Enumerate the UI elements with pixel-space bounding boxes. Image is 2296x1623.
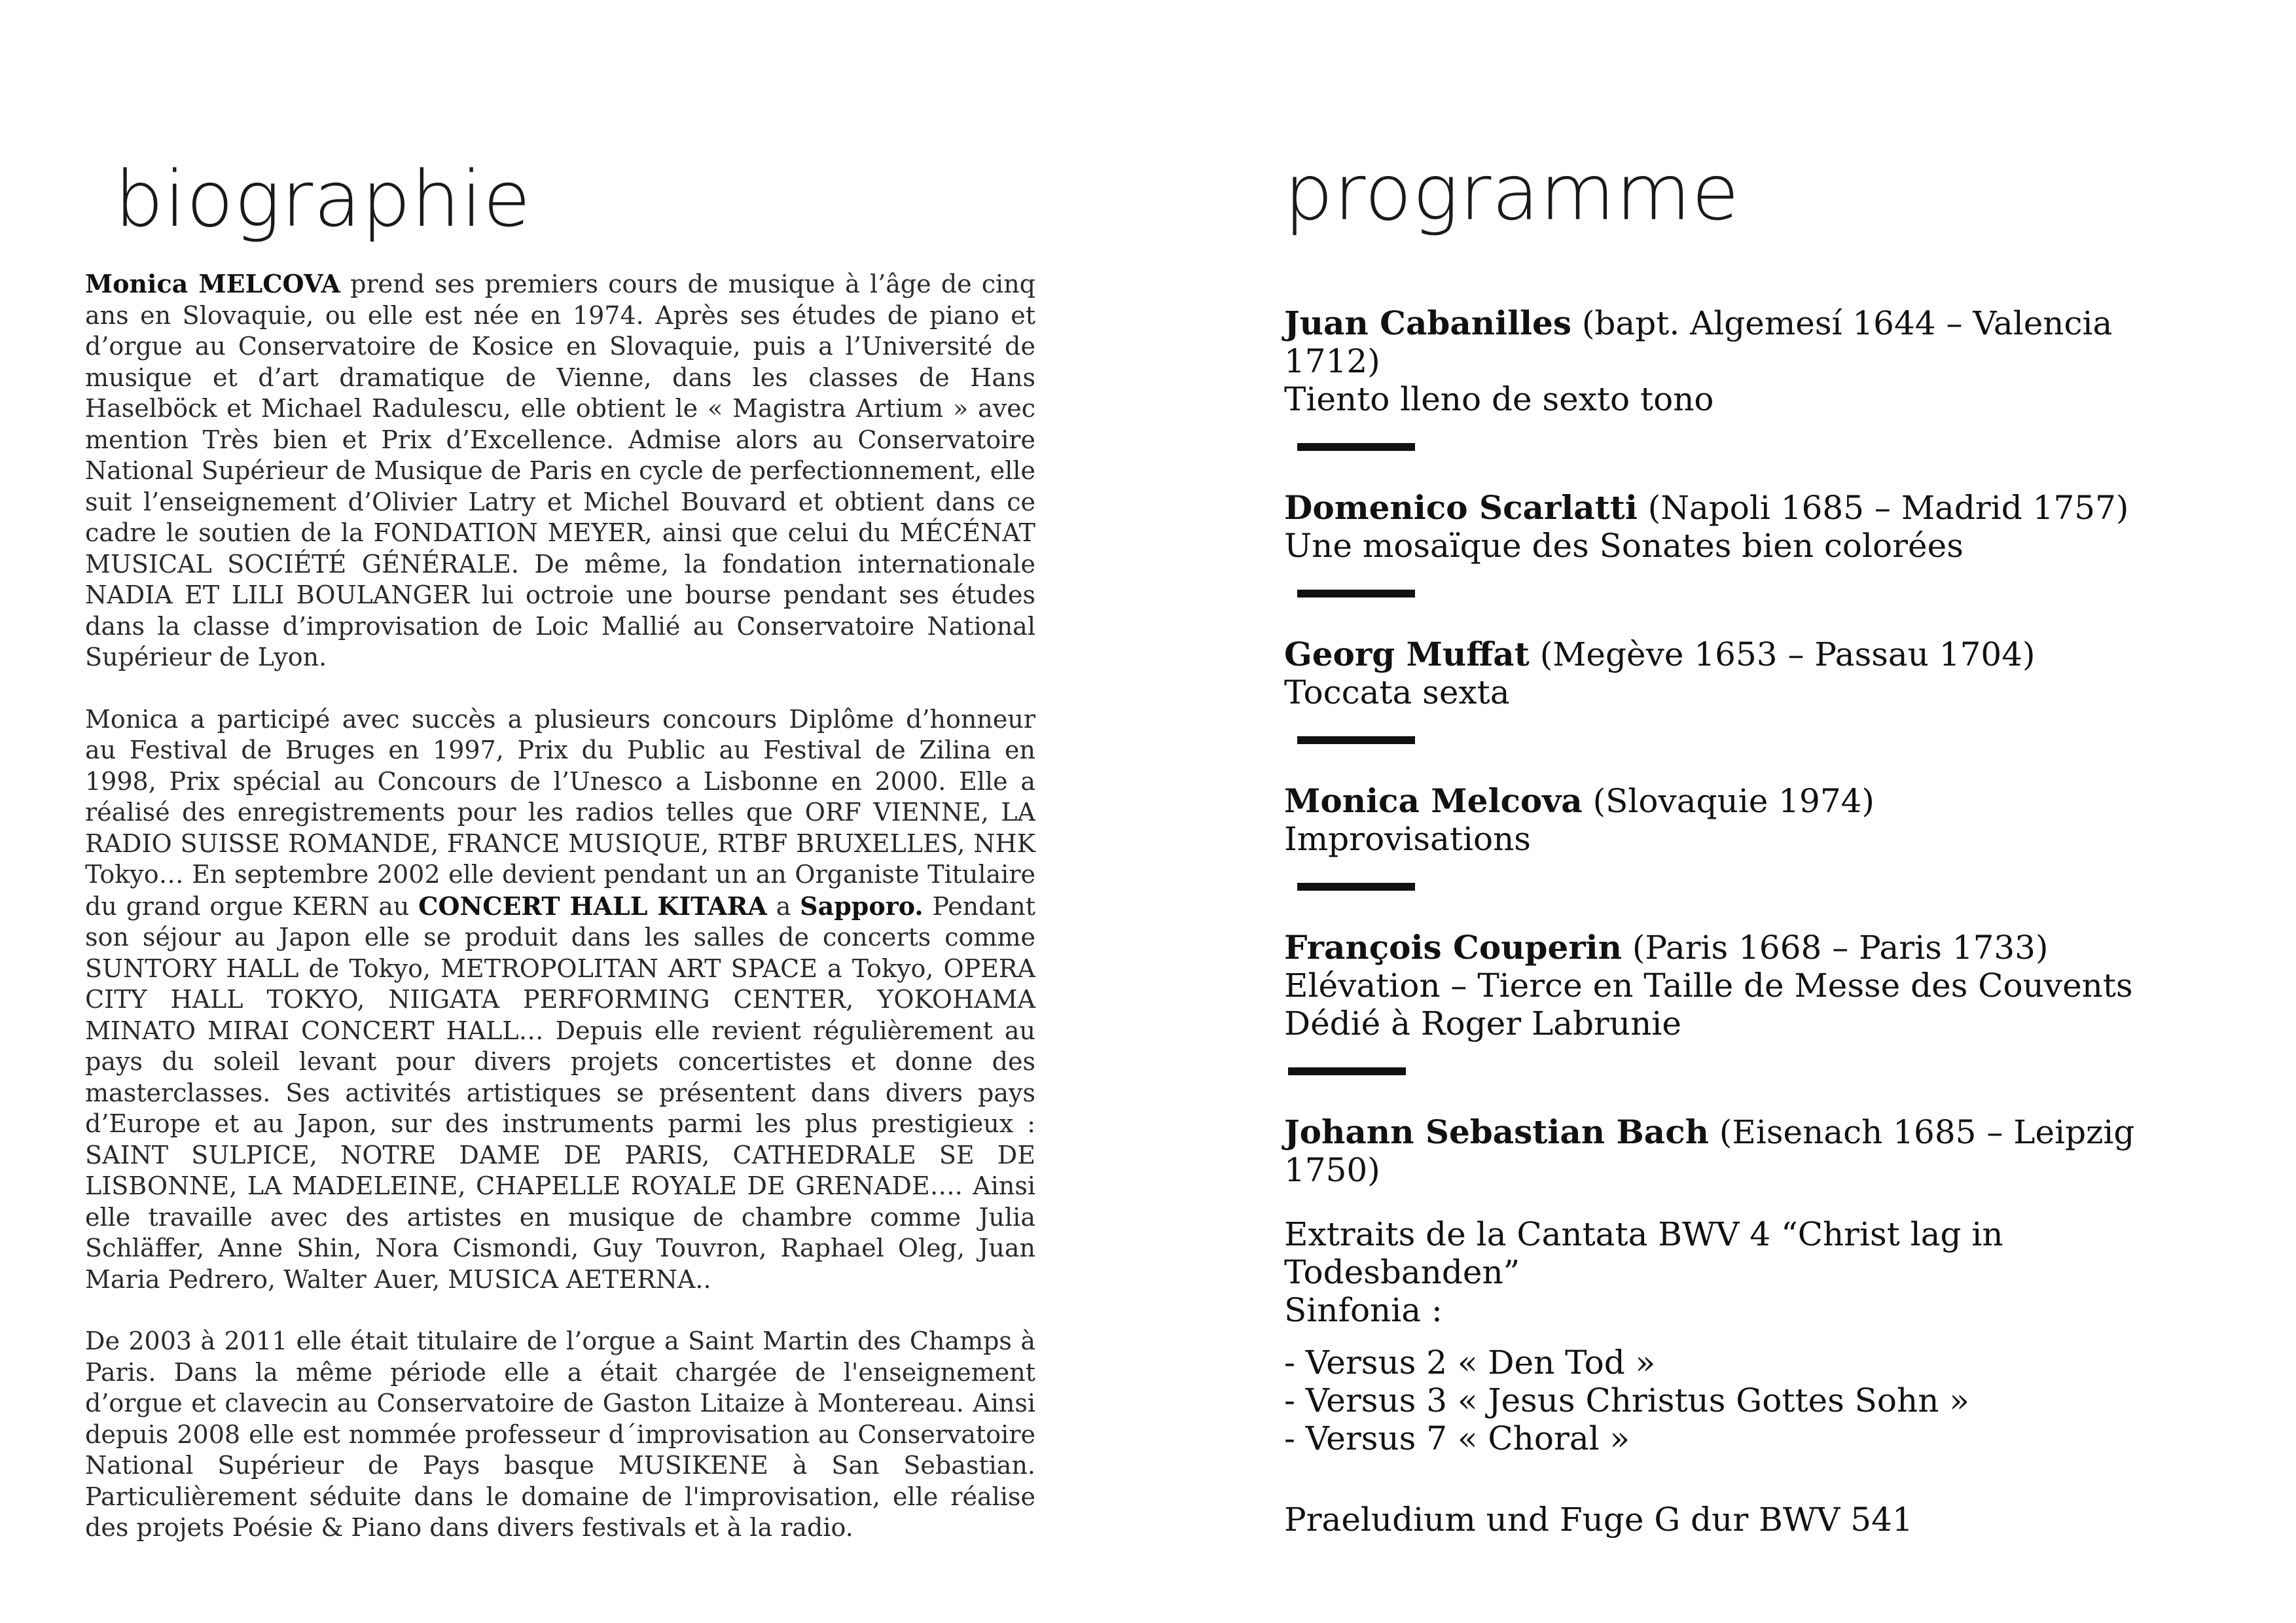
- bio-paragraph-3: [85, 1326, 1035, 1544]
- work-title: [1284, 489, 2214, 527]
- composer-name: Juan Cabanilles: [1284, 304, 1572, 342]
- final-work-line: Praeludium und Fuge G dur BWV 541: [1284, 1501, 1913, 1539]
- composer-dates: (bapt. Algemesí 1644 – Valencia 1712): [1284, 304, 2113, 380]
- separator-bar: [1297, 443, 1415, 451]
- city-name: Sapporo.: [800, 891, 924, 921]
- work-line: Improvisations: [1284, 820, 1531, 858]
- programme-column: [1284, 304, 2214, 1539]
- work-line: Toccata sexta: [1284, 673, 1510, 711]
- composer-name: Domenico Scarlatti: [1284, 488, 1638, 527]
- work-title: [1284, 1113, 2214, 1189]
- composer-dates: (Megève 1653 – Passau 1704): [1529, 635, 2036, 673]
- artist-name: Monica MELCOVA: [85, 269, 340, 298]
- bio-text: De 2003 à 2011 elle était titulaire de l’orgue a Saint Martin des Champs à Paris. Dans la même période elle a était chargée de l'enseignement d’orgue et clavecin au Conservatoire de Gaston Litaize à Montereau. Ainsi depuis 2008 elle est nommée professeur d´improvisation au Conservatoire National Supérieur de Pays basque MUSIKENE à San Sebastian. Particulièrement séduite dans le domaine de l'improvisation, elle réalise des projets Poésie & Piano dans divers festivals et à la radio.: [85, 1327, 1035, 1542]
- bio-text: a: [766, 891, 800, 921]
- venue-name: CONCERT HALL KITARA: [418, 891, 767, 921]
- bio-paragraph-1: [85, 268, 1035, 673]
- cantata-line: Extraits de la Cantata BWV 4 “Christ lag in Todesbanden”: [1284, 1215, 2003, 1291]
- programme-work: [1284, 929, 2214, 1043]
- programme-work: [1284, 635, 2214, 711]
- work-title: [1284, 635, 2214, 673]
- bio-text: prend ses premiers cours de musique à l’âge de cinq ans en Slovaquie, ou elle est née en 1974. Après ses études de piano et d’orgue au Conservatoire de Kosice en Slovaquie, puis a l’Université de musique et d’art dramatique de Vienne, dans les classes de Hans Haselböck et Michael Radulescu, elle obtient le « Magistra Artium » avec mention Très bien et Prix d’Excellence. Admise alors au Conservatoire National Supérieur de Musique de Paris en cycle de perfectionnement, elle suit l’enseignement d’Olivier Latry et Michel Bouvard et obtient dans ce cadre le soutien de la FONDATION MEYER, ainsi que celui du MÉCÉNAT MUSICAL SOCIÉTÉ GÉNÉRALE. De même, la fondation internationale NADIA ET LILI BOULANGER lui octroie une bourse pendant ses études dans la classe d’improvisation de Loic Mallié au Conservatoire National Supérieur de Lyon.: [85, 270, 1036, 671]
- work-line: Une mosaïque des Sonates bien colorées: [1284, 527, 1964, 565]
- composer-dates: (Eisenach 1685 – Leipzig 1750): [1284, 1113, 2135, 1189]
- work-line: Elévation – Tierce en Taille de Messe des Couvents: [1284, 967, 2133, 1005]
- bio-paragraph-2: [85, 704, 1035, 1296]
- versus-line: - Versus 2 « Den Tod »: [1284, 1344, 1656, 1382]
- programme-work: [1284, 489, 2214, 565]
- versus-line: - Versus 7 « Choral »: [1284, 1419, 1630, 1457]
- work-line: Dédié à Roger Labrunie: [1284, 1005, 1681, 1043]
- composer-dates: (Paris 1668 – Paris 1733): [1622, 929, 2049, 967]
- programme-work: [1284, 782, 2214, 858]
- work-title: [1284, 304, 2214, 380]
- programme-heading: programme: [1284, 147, 1740, 238]
- composer-dates: (Slovaquie 1974): [1582, 782, 1874, 820]
- separator-bar: [1297, 883, 1415, 891]
- work-line: Tiento lleno de sexto tono: [1284, 380, 1714, 418]
- bio-text: Monica a participé avec succès a plusieurs concours Diplôme d’honneur au Festival de Bruges en 1997, Prix du Public au Festival de Zilina en 1998, Prix spécial au Concours de l’Unesco a Lisbonne en 2000. Elle a réalisé des enregistrements pour les radios telles que ORF VIENNE, LA RADIO SUISSE ROMANDE, FRANCE MUSIQUE, RTBF BRUXELLES, NHK Tokyo… En septembre 2002 elle devient pendant un an Organiste Titulaire du grand orgue KERN au: [85, 704, 1035, 921]
- work-title: [1284, 929, 2214, 967]
- composer-name: François Couperin: [1284, 928, 1623, 967]
- separator-bar: [1297, 590, 1415, 597]
- programme-work: [1284, 304, 2214, 418]
- composer-name: Georg Muffat: [1284, 635, 1530, 673]
- composer-name: Johann Sebastian Bach: [1284, 1113, 1709, 1151]
- biography-column: [85, 268, 1035, 1575]
- separator-bar: [1297, 736, 1415, 744]
- bio-text: Pendant son séjour au Japon elle se produit dans les salles de concerts comme SUNTORY HALL de Tokyo, METROPOLITAN ART SPACE a Tokyo, OPERA CITY HALL TOKYO, NIIGATA PERFORMING CENTER, YOKOHAMA MINATO MIRAI CONCERT HALL… Depuis elle revient régulièrement au pays du soleil levant pour divers projets concertistes et donne des masterclasses. Ses activités artistiques se présentent dans divers pays d’Europe et au Japon, sur des instruments parmi les plus prestigieux : SAINT SULPICE, NOTRE DAME DE PARIS, CATHEDRALE SE DE LISBONNE, LA MADELEINE, CHAPELLE ROYALE DE GRENADE…. Ainsi elle travaille avec des artistes en musique de chambre comme Julia Schläffer, Anne Shin, Nora Cismondi, Guy Touvron, Raphael Oleg, Juan Maria Pedrero, Walter Auer, MUSICA AETERNA..: [85, 891, 1035, 1294]
- biography-heading: biographie: [115, 154, 531, 244]
- programme-work-bach: [1284, 1113, 2214, 1539]
- separator-bar: [1288, 1067, 1406, 1075]
- versus-line: - Versus 3 « Jesus Christus Gottes Sohn »: [1284, 1382, 1969, 1419]
- work-title: [1284, 782, 2214, 820]
- composer-dates: (Napoli 1685 – Madrid 1757): [1637, 489, 2129, 527]
- sinfonia-line: Sinfonia :: [1284, 1291, 1443, 1329]
- composer-name: Monica Melcova: [1284, 781, 1583, 820]
